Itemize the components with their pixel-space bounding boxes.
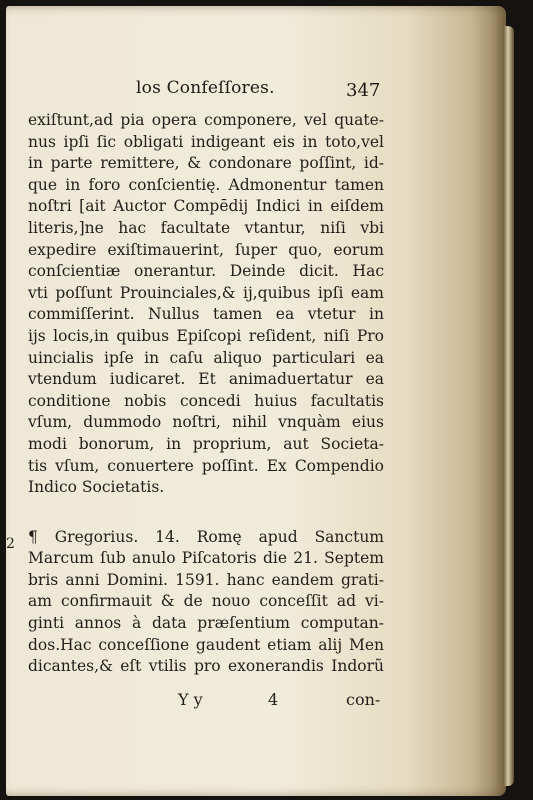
text-line: bris anni Domini. 1591. hanc eandem grati-	[28, 570, 384, 589]
text-line: ijs locis,in quibus Epiſcopi reſident, niſi Pro	[28, 326, 384, 345]
text-line: uincialis ipſe in caſu aliquo particulari ea	[28, 348, 384, 367]
text-line: commiſſerint. Nullus tamen ea vtetur in	[28, 305, 384, 324]
text-line: conſcientiæ onerantur. Deinde dicit. Hac	[28, 262, 384, 281]
text-line: ¶ Gregorius. 14. Romę apud Sanctum	[28, 527, 384, 546]
text-line: am confirmauit & de nouo conceſſit ad vi-	[28, 592, 384, 611]
text-line: que in foro conſcientię. Admonentur tamen	[28, 175, 384, 194]
text-line: dos.Hac conceſſione gaudent etiam alij Men	[28, 635, 384, 654]
text-line: expedire exiſtimauerint, ſuper quo, eorum	[28, 240, 384, 259]
text-line: vtendum iudicaret. Et animaduertatur ea	[28, 370, 384, 389]
page-number: 347	[346, 80, 381, 101]
text-line: ginti annos à data præſentium computan-	[28, 614, 384, 633]
text-line: in parte remittere, & condonare poſſint, id-	[28, 154, 384, 173]
text-line: modi bonorum, in proprium, aut Societa-	[28, 434, 384, 453]
page-edge	[504, 26, 514, 786]
body-text	[28, 110, 384, 678]
text-line: exiſtunt,ad pia opera componere, vel quate-	[28, 111, 384, 129]
signature-number: 4	[268, 690, 279, 709]
catchword: con-	[346, 690, 381, 709]
paragraph-2	[28, 527, 384, 678]
text-line: tis vſum, conuertere poſſint. Ex Compendio	[28, 456, 384, 475]
text-line: conditione nobis concedi huius facultatis	[28, 391, 384, 410]
text-line: vti poſſunt Prouinciales,& ij,quibus ipſi eam	[28, 283, 384, 302]
margin-mark: 2	[6, 536, 15, 552]
text-line: Marcum ſub anulo Piſcatoris die 21. Septem	[28, 549, 384, 568]
text-line: dicantes,& eſt vtilis pro exonerandis Indorũ	[28, 657, 384, 676]
text-line: noſtri [ait Auctor Compēdij Indici in eiſdem	[28, 197, 384, 216]
text-line: nus ipſi ſic obligati indigeant eis in toto,vel	[28, 132, 384, 151]
book-page	[6, 6, 506, 796]
paragraph-1	[28, 110, 384, 499]
text-line: Indico Societatis.	[28, 478, 165, 497]
running-head: los Confeſſores.	[136, 78, 275, 98]
signature-mark: Y y	[178, 690, 203, 709]
text-line: literis,]ne hac facultate vtantur, niſi vbi	[28, 218, 384, 237]
text-line: vſum, dummodo noſtri, nihil vnquàm eius	[28, 413, 384, 432]
